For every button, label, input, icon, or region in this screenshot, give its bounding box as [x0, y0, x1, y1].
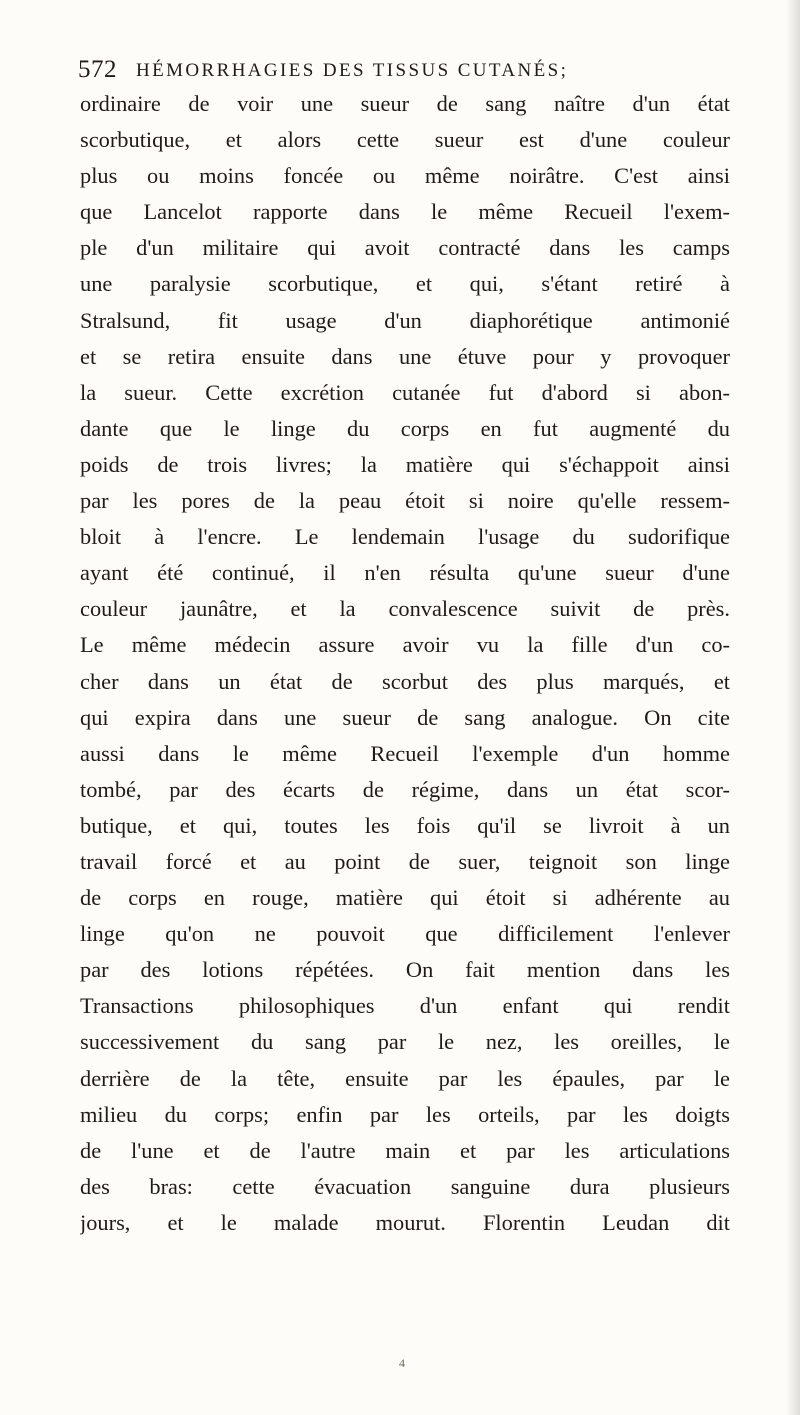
text-line: dante que le linge du corps en fut augmenté du — [80, 415, 730, 441]
text-line: ple d'un militaire qui avoit contracté dans les camps — [80, 235, 730, 261]
text-line: poids de trois livres; la matière qui s'échappoit ainsi — [80, 451, 730, 477]
text-line: des bras: cette évacuation sanguine dura plusieurs — [80, 1173, 730, 1199]
text-line: couleur jaunâtre, et la convalescence suivit de près. — [80, 596, 730, 622]
text-line: ordinaire de voir une sueur de sang naître d'un état — [80, 91, 730, 116]
text-line: qui expira dans une sueur de sang analogue. On cite — [80, 704, 730, 730]
text-line: linge qu'on ne pouvoit que difficilement l'enlever — [80, 921, 730, 947]
text-line: de l'une et de l'autre main et par les articulations — [80, 1137, 730, 1163]
text-line: que Lancelot rapporte dans le même Recueil l'exem- — [80, 199, 730, 225]
text-line: Transactions philosophiques d'un enfant qui rendit — [80, 993, 730, 1019]
running-head — [78, 56, 678, 86]
text-line: Stralsund, fit usage d'un diaphorétique antimonié — [80, 307, 730, 333]
text-line: travail forcé et au point de suer, teignoit son linge — [80, 848, 730, 874]
text-line: Le même médecin assure avoir vu la fille d'un co- — [80, 632, 730, 658]
text-line: une paralysie scorbutique, et qui, s'étant retiré à — [80, 271, 730, 297]
text-line: et se retira ensuite dans une étuve pour y provoquer — [80, 343, 730, 369]
text-line: milieu du corps; enfin par les orteils, par les doigts — [80, 1101, 730, 1127]
text-line: jours, et le malade mourut. Florentin Leudan dit — [80, 1209, 730, 1235]
text-line: butique, et qui, toutes les fois qu'il se livroit à un — [80, 812, 730, 838]
text-line: par les pores de la peau étoit si noire qu'elle ressem- — [80, 488, 730, 514]
text-line: ayant été continué, il n'en résulta qu'une sueur d'une — [80, 560, 730, 586]
text-line: la sueur. Cette excrétion cutanée fut d'abord si abon- — [80, 379, 730, 405]
signature-mark: 4 — [399, 1356, 405, 1370]
text-line: scorbutique, et alors cette sueur est d'une couleur — [80, 127, 730, 153]
text-line: bloit à l'encre. Le lendemain l'usage du sudorifique — [80, 524, 730, 550]
text-line: plus ou moins foncée ou même noirâtre. C'est ainsi — [80, 163, 730, 189]
body-text — [80, 86, 730, 1356]
text-line: cher dans un état de scorbut des plus marqués, et — [80, 668, 730, 694]
running-title: HÉMORRHAGIES DES TISSUS CUTANÉS; — [136, 60, 569, 81]
page-number: 572 — [78, 56, 117, 83]
text-line: derrière de la tête, ensuite par les épaules, par le — [80, 1065, 730, 1091]
text-line: aussi dans le même Recueil l'exemple d'un homme — [80, 740, 730, 766]
text-line: par des lotions répétées. On fait mention dans les — [80, 957, 730, 983]
text-line: de corps en rouge, matière qui étoit si adhérente au — [80, 885, 730, 911]
text-line: successivement du sang par le nez, les oreilles, le — [80, 1029, 730, 1055]
page-edge-shadow — [786, 0, 800, 1415]
text-line: tombé, par des écarts de régime, dans un état scor- — [80, 776, 730, 802]
